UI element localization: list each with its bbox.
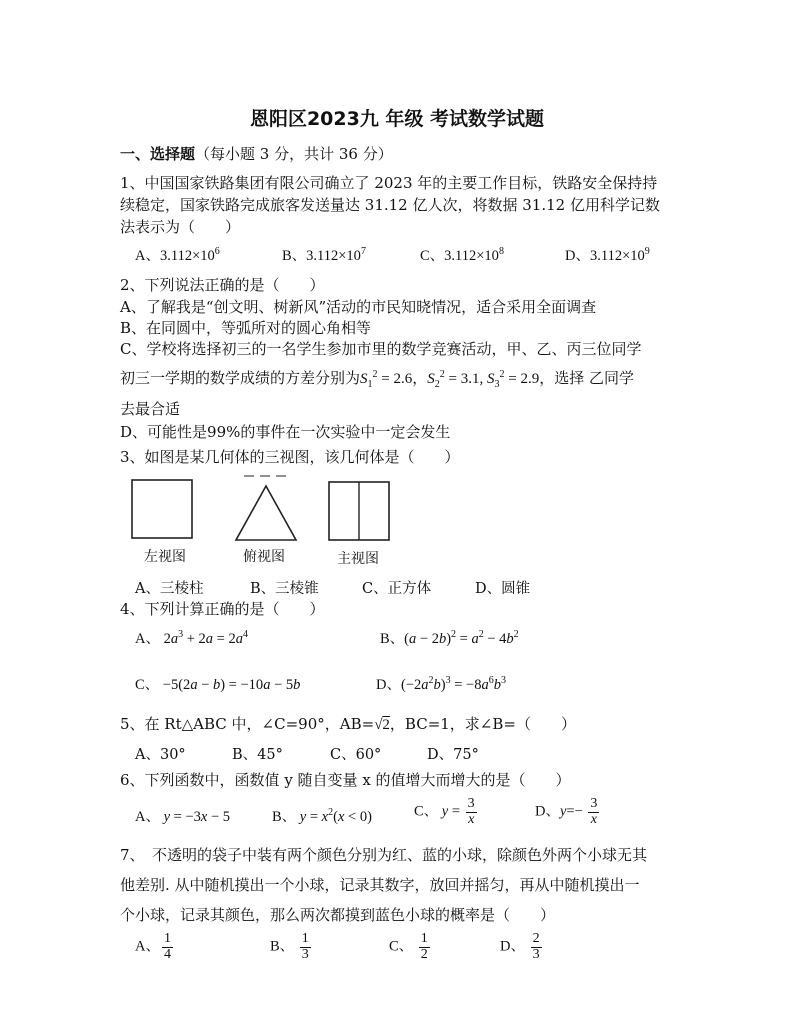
q1-option-b[interactable]	[282, 244, 366, 265]
q5-stem-post: ，BC=1，求∠B=（ ）	[389, 715, 576, 733]
top-view-label: 俯视图	[243, 549, 285, 565]
q1-option-d-exp: 9	[644, 246, 650, 258]
q6-option-c-fraction	[466, 797, 477, 827]
q1-option-a-label: A、	[135, 248, 160, 264]
q7-option-c-label: C、	[389, 938, 414, 955]
q2-c2-pre: 初三一学期的数学成绩的方差分别为	[120, 369, 361, 387]
q2-variance-1: 2.6	[393, 371, 413, 387]
q1-option-a-exp: 6	[214, 246, 220, 258]
q1-line3: 法表示为（ ）	[120, 218, 241, 236]
q4-stem: 4、下列计算正确的是（ ）	[120, 600, 325, 618]
q7-option-a-label: A、	[135, 938, 160, 955]
sqrt-expression: √2	[374, 717, 390, 733]
q2-option-c-line3: 去最合适	[120, 400, 181, 418]
q1-option-d-mantissa: 3.112×10	[589, 248, 645, 264]
q6-option-a-label: A、	[135, 809, 160, 825]
q2-option-a[interactable]: A、了解我是“创文明、树新风”活动的市民知晓情况，适合采用全面调查	[120, 298, 597, 316]
q2-option-c-line2: 初三一学期的数学成绩的方差分别为$S_1^2 = 2.6$，$S_2^2 = 3.1$, $S_3^2 = 2.9$，选择 乙同学	[120, 369, 634, 390]
q1-option-b-label: B、	[282, 248, 307, 264]
q7-line3: 个小球，记录其颜色，那么两次都摸到蓝色小球的概率是（ ）	[120, 906, 556, 924]
q7-b-den: 3	[301, 946, 309, 962]
q4-option-c-label: C、	[135, 677, 160, 693]
q4-option-b[interactable]: B、$(a - 2b)^2 = a^2 - 4b^2$	[380, 629, 519, 647]
q2-stem: 2、下列说法正确的是（ ）	[120, 276, 325, 294]
q7-d-den: 3	[532, 946, 540, 962]
q2-variance-3: 2.9	[520, 371, 540, 387]
q7-a-den: 4	[163, 946, 171, 962]
q6-d-den: x	[590, 811, 598, 827]
q6-c-num: 3	[467, 796, 475, 811]
q4-option-d-label: D、	[376, 677, 401, 693]
q7-option-c[interactable]	[389, 932, 432, 962]
q4-option-d[interactable]: D、$(-2a^2b)^3 = -8a^6b^3$	[376, 675, 506, 693]
exam-title: 恩阳区2023九 年级 考试数学试题	[249, 108, 545, 130]
q7-option-c-fraction	[419, 932, 430, 962]
q1-option-a-mantissa: 3.112×10	[159, 248, 215, 264]
q3-option-d[interactable]: D、圆锥	[475, 581, 531, 597]
q6-option-d-fraction	[588, 797, 599, 827]
q1-line1: 1、中国国家铁路集团有限公司确立了 2023 年的主要工作目标，铁路安全保持持	[120, 174, 658, 192]
q7-b-num: 1	[301, 931, 309, 946]
q6-c-den: x	[468, 811, 475, 827]
q6-option-b-label: B、	[272, 809, 297, 825]
q1-option-b-mantissa: 3.112×10	[306, 248, 361, 264]
q5-option-a[interactable]: A、30°	[135, 747, 186, 763]
q3-stem: 3、如图是某几何体的三视图，该几何体是（ ）	[120, 448, 460, 466]
front-view-label: 主视图	[337, 551, 379, 567]
q1-option-d[interactable]	[565, 244, 650, 265]
q7-line1: 7、 不透明的袋子中装有两个颜色分别为红、蓝的小球，除颜色外两个小球无其	[120, 846, 648, 864]
q7-option-d[interactable]	[500, 932, 544, 962]
q7-d-num: 2	[532, 931, 540, 946]
q7-option-b-label: B、	[270, 938, 295, 955]
q7-c-num: 1	[420, 931, 428, 946]
section-heading-note: （每小题 3 分，共计 36 分）	[195, 145, 393, 163]
q2-option-c-line1[interactable]: C、学校将选择初三的一名学生参加市里的数学竞赛活动，甲、乙、丙三位同学	[120, 340, 642, 358]
q6-option-a[interactable]: A、 y = −3x − 5	[135, 809, 231, 825]
left-view-label: 左视图	[144, 549, 186, 565]
q6-stem: 6、下列函数中，函数值 y 随自变量 x 的值增大而增大的是（ ）	[120, 771, 571, 789]
q5-stem-pre: 5、在 Rt△ABC 中，∠C=90°，AB=	[120, 715, 375, 733]
q3-option-a[interactable]: A、三棱柱	[135, 581, 204, 597]
q2-variance-2: 3.1	[460, 371, 480, 387]
sqrt-radicand: 2	[382, 717, 390, 733]
q1-option-d-label: D、	[565, 248, 590, 264]
q1-option-c-label: C、	[420, 248, 445, 264]
q2-c2-post: ，选择 乙同学	[539, 369, 634, 387]
q2-option-d[interactable]: D、可能性是99%的事件在一次实验中一定会发生	[120, 423, 451, 441]
top-view-triangle	[236, 486, 296, 540]
q7-option-b[interactable]	[270, 932, 313, 962]
q7-option-d-fraction	[531, 932, 542, 962]
section-heading-label: 一、选择题	[120, 145, 196, 163]
q4-option-c[interactable]: C、 −5(2a − b) = −10a − 5b	[135, 677, 301, 693]
section-heading	[120, 143, 393, 164]
q6-option-d-label: D、	[535, 803, 560, 820]
q6-option-c-label: C、	[414, 803, 439, 820]
q7-line2: 他差别. 从中随机摸出一个小球，记录其数字，放回并摇匀，再从中随机摸出一	[120, 876, 640, 894]
q3-option-c[interactable]: C、正方体	[362, 581, 432, 597]
q1-option-c[interactable]	[420, 244, 504, 265]
q6-d-num: 3	[590, 796, 598, 811]
q7-option-a[interactable]	[135, 932, 175, 962]
q5-option-b[interactable]: B、45°	[232, 747, 283, 763]
q1-option-c-mantissa: 3.112×10	[444, 248, 499, 264]
q6-option-d[interactable]: D、y=− $\frac{3}{x}$	[535, 796, 598, 827]
q7-option-a-fraction	[162, 932, 173, 962]
q4-option-b-label: B、	[380, 631, 405, 647]
left-view-square	[132, 480, 192, 538]
q5-stem	[120, 713, 576, 734]
q7-option-b-fraction	[300, 932, 311, 962]
q1-line2: 续稳定，国家铁路完成旅客发送量达 31.12 亿人次，将数据 31.12 亿用科学记数	[120, 196, 660, 214]
q6-option-b[interactable]: B、 $y = x^2(x < 0)$	[272, 807, 372, 825]
q3-option-b[interactable]: B、三棱锥	[250, 581, 319, 597]
q5-option-c[interactable]: C、60°	[330, 747, 382, 763]
q1-option-a[interactable]	[135, 244, 220, 265]
q7-a-num: 1	[163, 931, 171, 946]
q2-option-b[interactable]: B、在同圆中，等弧所对的圆心角相等	[120, 319, 372, 337]
q5-option-d[interactable]: D、75°	[427, 747, 479, 763]
q7-option-d-label: D、	[500, 938, 525, 955]
q6-option-c[interactable]: C、 y = $\frac{3}{x}$	[414, 796, 475, 827]
q7-c-den: 2	[420, 946, 428, 962]
q4-option-a[interactable]: A、 $2a^3 + 2a = 2a^4$	[135, 629, 248, 647]
q4-option-a-label: A、	[135, 631, 160, 647]
q1-option-c-exp: 8	[498, 246, 504, 258]
q1-option-b-exp: 7	[360, 246, 366, 258]
